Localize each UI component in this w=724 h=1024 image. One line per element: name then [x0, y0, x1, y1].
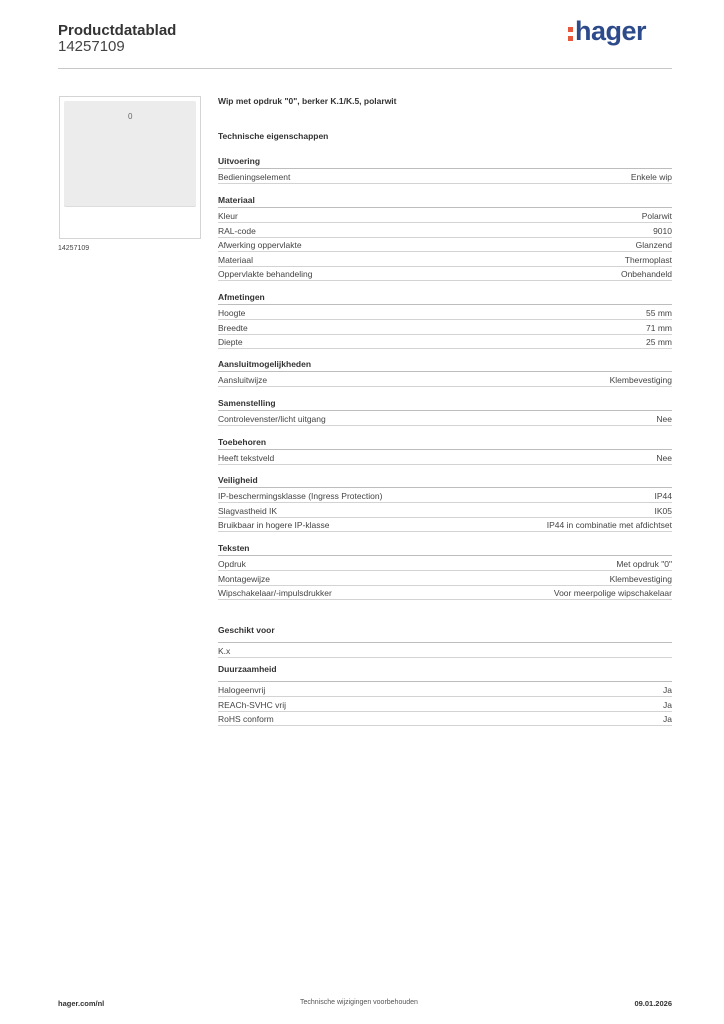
spec-label: Heeft tekstveld	[218, 453, 275, 463]
footer-date: 09.01.2026	[634, 999, 672, 1008]
section-title: Geschikt voor	[218, 625, 275, 635]
spec-value: IP44	[654, 491, 672, 501]
spec-label: Halogeenvrij	[218, 685, 266, 695]
spec-row	[218, 410, 672, 424]
section-title: Veiligheid	[218, 475, 258, 485]
row-rule	[218, 183, 672, 184]
spec-value: IP44 in combinatie met afdichtset	[546, 520, 672, 530]
spec-label: IP-beschermingsklasse (Ingress Protection)	[218, 491, 383, 501]
spec-value: 71 mm	[646, 322, 672, 333]
spec-row	[218, 449, 672, 463]
spec-row	[218, 710, 672, 724]
spec-row	[218, 502, 672, 516]
spec-row	[218, 642, 672, 656]
spec-label: Kleur	[218, 211, 238, 221]
spec-value: Klembevestiging	[609, 375, 672, 385]
switch-imprint: 0	[128, 112, 133, 121]
spec-row	[218, 168, 672, 182]
spec-value: Voor meerpolige wipschakelaar	[553, 588, 672, 598]
logo-dots-icon	[568, 27, 573, 41]
hager-logo	[568, 16, 646, 47]
spec-value: Klembevestiging	[609, 573, 672, 584]
row-rule	[218, 599, 672, 600]
spec-label: Slagvastheid IK	[218, 505, 278, 516]
spec-value: Met opdruk "0"	[616, 559, 672, 569]
row-rule	[218, 348, 672, 349]
section-title: Materiaal	[218, 195, 255, 205]
spec-row	[218, 371, 672, 385]
spec-value: 9010	[653, 225, 672, 236]
product-image-frame	[59, 96, 201, 239]
spec-value: IK05	[654, 505, 672, 516]
spec-row	[218, 236, 672, 250]
spec-row	[218, 555, 672, 569]
spec-row	[218, 265, 672, 279]
spec-label: Afwerking oppervlakte	[218, 240, 302, 250]
section-title: Duurzaamheid	[218, 664, 277, 674]
spec-row	[218, 304, 672, 318]
spec-label: RAL-code	[218, 225, 256, 236]
section-title: Afmetingen	[218, 292, 265, 302]
spec-label: REACh-SVHC vrij	[218, 699, 287, 710]
header-divider	[58, 68, 672, 69]
product-title: Wip met opdruk "0", berker K.1/K.5, polarwit	[218, 96, 397, 106]
page-title: Productdatablad	[58, 22, 177, 39]
spec-row	[218, 333, 672, 347]
spec-value: Thermoplast	[624, 254, 672, 265]
spec-label: Breedte	[218, 322, 248, 333]
spec-value: Onbehandeld	[620, 269, 672, 279]
spec-row	[218, 251, 672, 265]
footer-notice: Technische wijzigingen voorbehouden	[300, 999, 418, 1006]
spec-row	[218, 584, 672, 598]
image-caption: 14257109	[58, 245, 90, 252]
spec-label: Hoogte	[218, 308, 246, 318]
spec-row	[218, 696, 672, 710]
spec-value: Enkele wip	[630, 172, 672, 182]
spec-label: Bedieningselement	[218, 172, 291, 182]
row-rule	[218, 657, 672, 658]
spec-value: Ja	[663, 699, 672, 710]
row-rule	[218, 280, 672, 281]
spec-label: Oppervlakte behandeling	[218, 269, 313, 279]
row-rule	[218, 386, 672, 387]
product-image	[64, 101, 196, 207]
spec-value: Ja	[663, 685, 672, 695]
spec-row	[218, 222, 672, 236]
spec-label: Wipschakelaar/-impulsdrukker	[218, 588, 332, 598]
row-rule	[218, 425, 672, 426]
spec-row	[218, 487, 672, 501]
spec-row	[218, 681, 672, 695]
spec-value: Ja	[663, 714, 672, 724]
logo-text: hager	[575, 16, 647, 46]
spec-label: Materiaal	[218, 254, 253, 265]
spec-value: 55 mm	[646, 308, 672, 318]
spec-label: Controlevenster/licht uitgang	[218, 414, 326, 424]
spec-label: K.x	[218, 646, 231, 656]
spec-value: Glanzend	[635, 240, 672, 250]
row-rule	[218, 531, 672, 532]
section-title: Teksten	[218, 543, 250, 553]
spec-label: Opdruk	[218, 559, 246, 569]
spec-label: RoHS conform	[218, 714, 274, 724]
spec-value: Nee	[656, 414, 672, 424]
spec-row	[218, 570, 672, 584]
row-rule	[218, 464, 672, 465]
spec-row	[218, 319, 672, 333]
spec-row	[218, 207, 672, 221]
spec-label: Bruikbaar in hogere IP-klasse	[218, 520, 330, 530]
section-title: Uitvoering	[218, 156, 261, 166]
spec-value: 25 mm	[646, 337, 672, 347]
spec-label: Aansluitwijze	[218, 375, 268, 385]
section-title: Samenstelling	[218, 398, 276, 408]
spec-value: Nee	[656, 453, 672, 463]
spec-label: Diepte	[218, 337, 243, 347]
section-title: Toebehoren	[218, 437, 267, 447]
product-number: 14257109	[58, 38, 125, 55]
section-title: Aansluitmogelijkheden	[218, 359, 312, 369]
spec-row	[218, 516, 672, 530]
spec-value: Polarwit	[641, 211, 672, 221]
footer-website: hager.com/nl	[58, 999, 105, 1008]
spec-label: Montagewijze	[218, 573, 270, 584]
specs-heading: Technische eigenschappen	[218, 131, 329, 141]
row-rule	[218, 725, 672, 726]
